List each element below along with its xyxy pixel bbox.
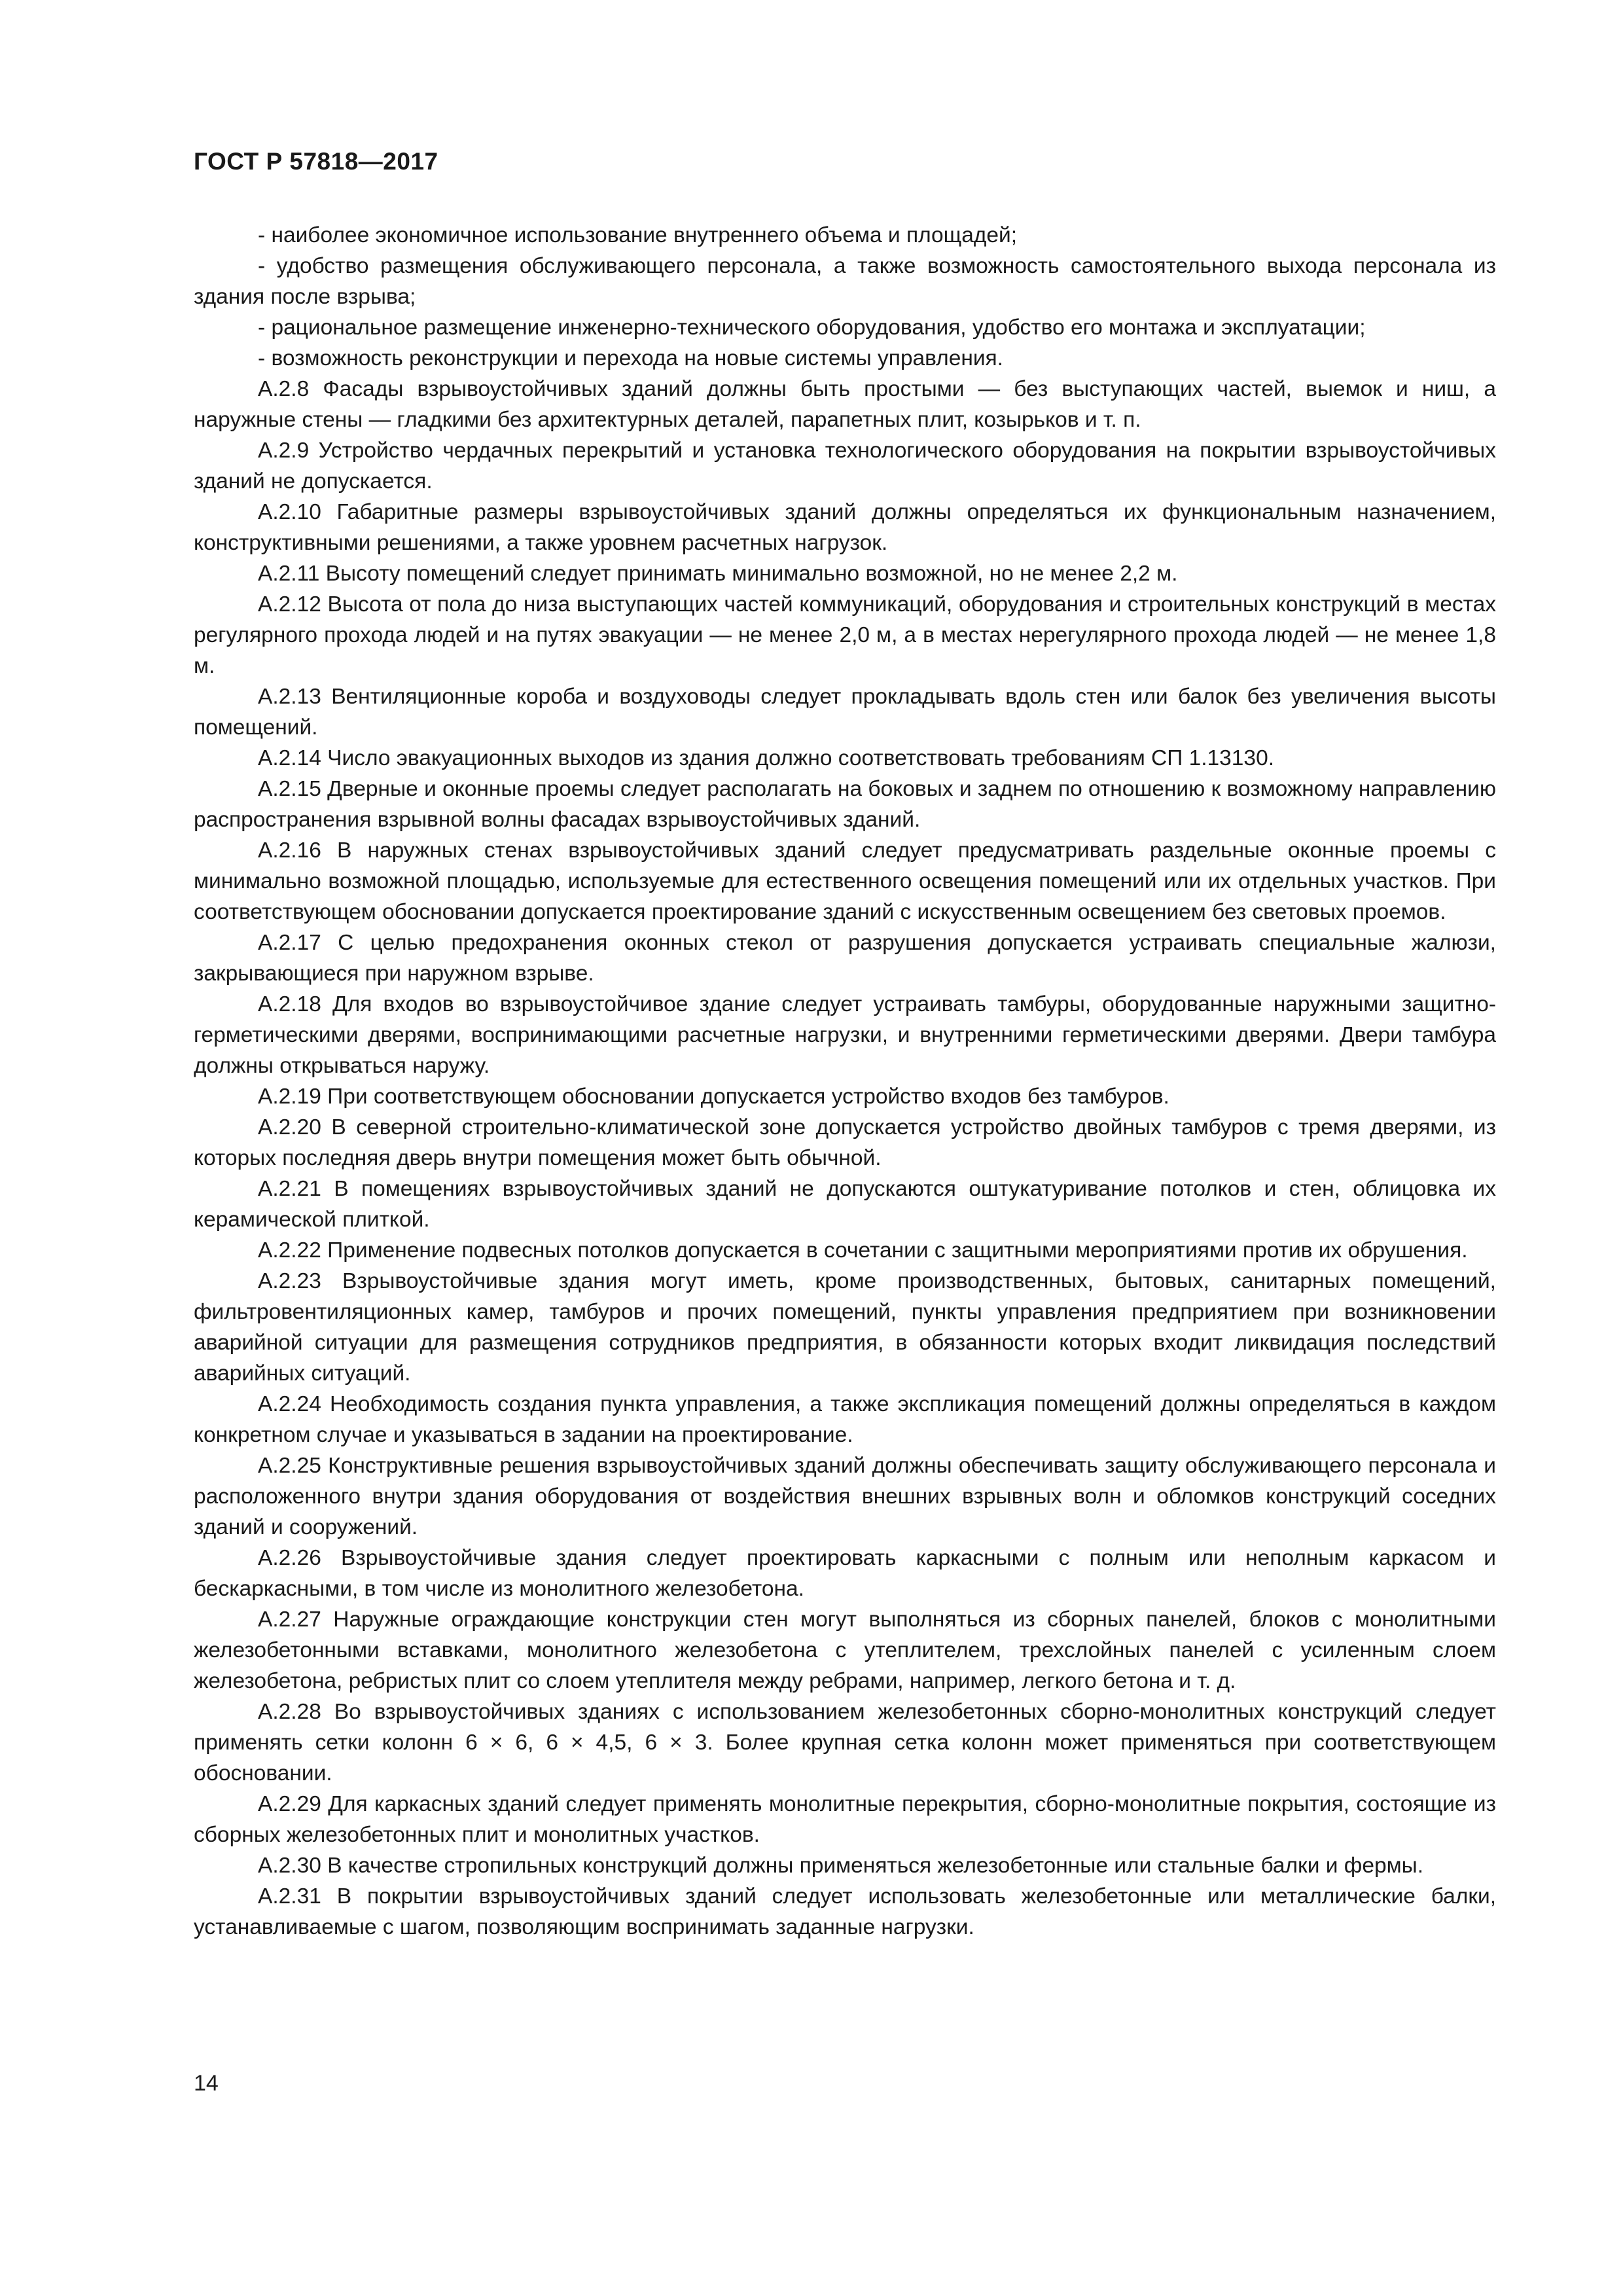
paragraph: А.2.10 Габаритные размеры взрывоустойчивых зданий должны определяться их функциональным назначением, конструктивными решениями, а также уровнем расчетных нагрузок. [194, 500, 1496, 555]
paragraph: А.2.20 В северной строительно-климатической зоне допускается устройство двойных тамбуров с тремя дверями, из которых последняя дверь внутри помещения может быть обычной. [194, 1115, 1496, 1170]
paragraph: А.2.27 Наружные ограждающие конструкции стен могут выполняться из сборных панелей, блоков с монолитными железобетонными вставками, монолитного железобетона с утеплителем, трехслойных панелей с усиленным слоем железобетона, ребристых плит со слоем утеплителя между ребрами, например, легкого бетона и т. д. [194, 1607, 1496, 1693]
paragraph: А.2.19 При соответствующем обосновании допускается устройство входов без тамбуров. [258, 1085, 1169, 1109]
paragraph: А.2.17 С целью предохранения оконных стекол от разрушения допускается устраивать специальные жалюзи, закрывающиеся при наружном взрыве. [194, 931, 1496, 986]
paragraph: А.2.13 Вентиляционные короба и воздуховоды следует прокладывать вдоль стен или балок без увеличения высоты помещений. [194, 685, 1496, 740]
paragraph: - удобство размещения обслуживающего персонала, а также возможность самостоятельного выхода персонала из здания после взрыва; [194, 254, 1496, 309]
paragraph: А.2.21 В помещениях взрывоустойчивых зданий не допускаются оштукатуривание потолков и стен, облицовка их керамической плиткой. [194, 1177, 1496, 1232]
paragraph: - рациональное размещение инженерно-технического оборудования, удобство его монтажа и эксплуатации; [258, 315, 1366, 340]
paragraph: А.2.9 Устройство чердачных перекрытий и установка технологического оборудования на покрытии взрывоустойчивых зданий не допускается. [194, 439, 1496, 493]
paragraph: А.2.25 Конструктивные решения взрывоустойчивых зданий должны обеспечивать защиту обслуживающего персонала и расположенного внутри здания оборудования от воздействия внешних взрывных волн и обломков конструкций соседних зданий и сооружений. [194, 1454, 1496, 1539]
paragraph: А.2.16 В наружных стенах взрывоустойчивых зданий следует предусматривать раздельные оконные проемы с минимально возможной площадью, используемые для естественного освещения помещений или их отдельных участков. При соответствующем обосновании допускается проектирование зданий с искусственным освещением без световых проемов. [194, 838, 1496, 924]
paragraph: А.2.24 Необходимость создания пункта управления, а также экспликация помещений должны определяться в каждом конкретном случае и указываться в задании на проектирование. [194, 1392, 1496, 1447]
paragraph: А.2.15 Дверные и оконные проемы следует располагать на боковых и заднем по отношению к возможному направлению распространения взрывной волны фасадах взрывоустойчивых зданий. [194, 777, 1496, 832]
paragraph: А.2.8 Фасады взрывоустойчивых зданий должны быть простыми — без выступающих частей, выемок и ниш, а наружные стены — гладкими без архитектурных деталей, парапетных плит, козырьков и т. п. [194, 377, 1496, 432]
paragraph: А.2.22 Применение подвесных потолков допускается в сочетании с защитными мероприятиями против их обрушения. [258, 1238, 1468, 1263]
paragraph: А.2.18 Для входов во взрывоустойчивое здание следует устраивать тамбуры, оборудованные наружными защитно-герметическими дверями, воспринимающими расчетные нагрузки, и внутренними герметическими дверями. Двери тамбура должны открываться наружу. [194, 992, 1496, 1078]
paragraph: А.2.26 Взрывоустойчивые здания следует проектировать каркасными с полным или неполным каркасом и бескаркасными, в том числе из монолитного железобетона. [194, 1546, 1496, 1601]
paragraph: А.2.29 Для каркасных зданий следует применять монолитные перекрытия, сборно-монолитные покрытия, состоящие из сборных железобетонных плит и монолитных участков. [194, 1792, 1496, 1847]
page-number: 14 [194, 2071, 219, 2096]
paragraph: А.2.11 Высоту помещений следует принимать минимально возможной, но не менее 2,2 м. [258, 562, 1178, 586]
document-body [194, 220, 1496, 1943]
paragraph: А.2.28 Во взрывоустойчивых зданиях с использованием железобетонных сборно-монолитных конструкций следует применять сетки колонн 6 × 6, 6 × 4,5, 6 × 3. Более крупная сетка колонн может применяться при соответствующем обосновании. [194, 1700, 1496, 1785]
paragraph: А.2.30 В качестве стропильных конструкций должны применяться железобетонные или стальные балки и фермы. [258, 1854, 1423, 1878]
paragraph: - возможность реконструкции и перехода на новые системы управления. [258, 346, 1003, 370]
paragraph: - наиболее экономичное использование внутреннего объема и площадей; [258, 223, 1018, 247]
paragraph: А.2.31 В покрытии взрывоустойчивых зданий следует использовать железобетонные или металлические балки, устанавливаемые с шагом, позволяющим воспринимать заданные нагрузки. [194, 1884, 1496, 1939]
document-header: ГОСТ Р 57818—2017 [194, 148, 438, 175]
paragraph: А.2.23 Взрывоустойчивые здания могут иметь, кроме производственных, бытовых, санитарных помещений, фильтровентиляционных камер, тамбуров и прочих помещений, пункты управления предприятием при возникновении аварийной ситуации для размещения сотрудников предприятия, в обязанности которых входит ликвидация последствий аварийных ситуаций. [194, 1269, 1496, 1386]
paragraph: А.2.14 Число эвакуационных выходов из здания должно соответствовать требованиям СП 1.13130. [258, 746, 1275, 770]
paragraph: А.2.12 Высота от пола до низа выступающих частей коммуникаций, оборудования и строительных конструкций в местах регулярного прохода людей и на путях эвакуации — не менее 2,0 м, а в местах нерегулярного прохода людей — не менее 1,8 м. [194, 592, 1496, 678]
